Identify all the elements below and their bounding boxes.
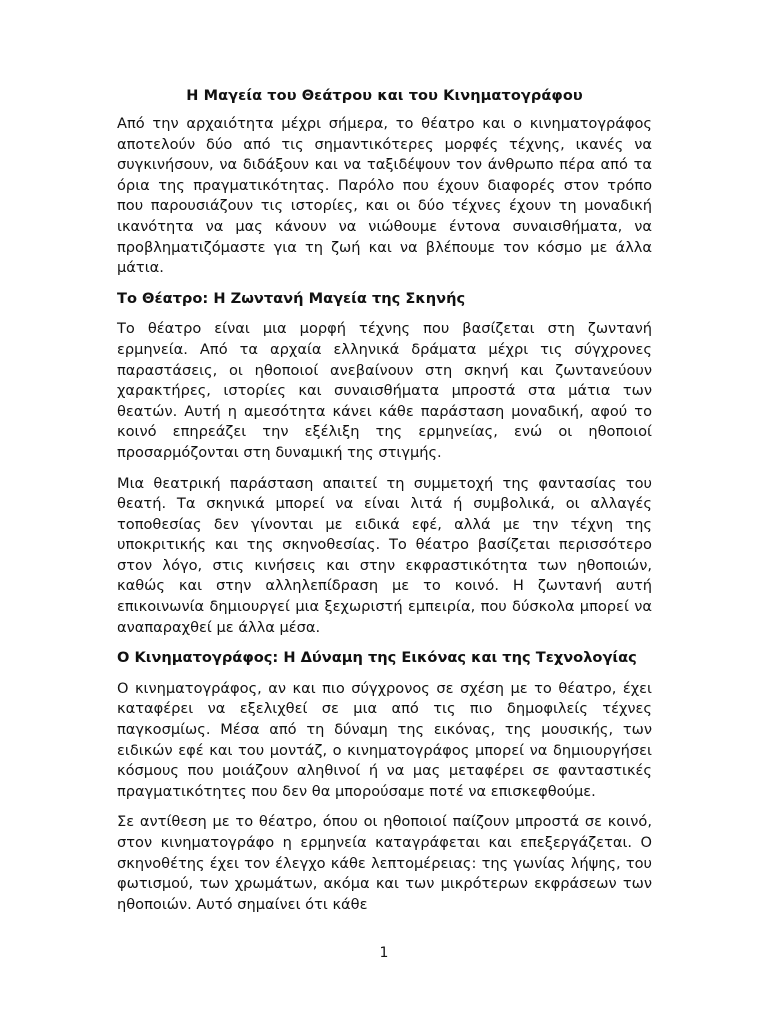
section-heading-theatre: Το Θέατρο: Η Ζωντανή Μαγεία της Σκηνής (117, 289, 466, 307)
theatre-paragraph-2: Μια θεατρική παράσταση απαιτεί τη συμμετοχή της φαντασίας του θεατή. Τα σκηνικά μπορεί να είναι λιτά ή συμβολικά, οι αλλαγές τοποθεσίας δεν γίνονται με ειδικά εφέ, αλλά με την τέχνη της υποκριτικής και της σκηνοθεσίας. Το θέατρο βασίζεται περισσότερο στον λόγο, στις κινήσεις και στην εκφραστικότητα των ηθοποιών, καθώς και στην αλληλεπίδραση με το κοινό. Η ζωντανή αυτή επικοινωνία δημιουργεί μια ξεχωριστή εμπειρία, που δύσκολα μπορεί να αναπαραχθεί με άλλα μέσα. (117, 474, 652, 636)
cinema-paragraph-1: Ο κινηματογράφος, αν και πιο σύγχρονος σε σχέση με το θέατρο, έχει καταφέρει να εξελιχθεί σε μια από τις πιο δημοφιλείς τέχνες παγκοσμίως. Μέσα από τη δύναμη της εικόνας, της μουσικής, των ειδικών εφέ και του μοντάζ, ο κινηματογράφος μπορεί να δημιουργήσει κόσμους που μοιάζουν αληθινοί ή να μας μεταφέρει σε φανταστικές πραγματικότητες που δεν θα μπορούσαμε ποτέ να επισκεφθούμε. (117, 679, 652, 800)
page-number: 1 (379, 945, 389, 961)
section-heading-cinema: Ο Κινηματογράφος: Η Δύναμη της Εικόνας και της Τεχνολογίας (117, 649, 637, 667)
document-title: Η Μαγεία του Θεάτρου και του Κινηματογράφου (186, 88, 583, 104)
intro-paragraph: Από την αρχαιότητα μέχρι σήμερα, το θέατρο και ο κινηματογράφος αποτελούν δύο από τις σημαντικότερες μορφές τέχνης, ικανές να συγκινήσουν, να διδάξουν και να ταξιδέψουν τον άνθρωπο πέρα από τα όρια της πραγματικότητας. Παρόλο που έχουν διαφορές στον τρόπο που παρουσιάζουν τις ιστορίες, και οι δύο τέχνες έχουν τη μοναδική ικανότητα να μας κάνουν να νιώθουμε έντονα συναισθήματα, να προβληματιζόμαστε για τη ζωή και να βλέπουμε τον κόσμο με άλλα μάτια. (117, 115, 652, 277)
theatre-paragraph-1: Το θέατρο είναι μια μορφή τέχνης που βασίζεται στη ζωντανή ερμηνεία. Από τα αρχαία ελληνικά δράματα μέχρι τις σύγχρονες παραστάσεις, οι ηθοποιοί ανεβαίνουν στη σκηνή και ζωντανεύουν χαρακτήρες, ιστορίες και συναισθήματα μπροστά στα μάτια των θεατών. Αυτή η αμεσότητα κάνει κάθε παράσταση μοναδική, αφού το κοινό επηρεάζει την εξέλιξη της ερμηνείας, ενώ οι ηθοποιοί προσαρμόζονται στη δυναμική της στιγμής. (117, 320, 652, 461)
cinema-paragraph-2: Σε αντίθεση με το θέατρο, όπου οι ηθοποιοί παίζουν μπροστά σε κοινό, στον κινηματογράφο η ερμηνεία καταγράφεται και επεξεργάζεται. Ο σκηνοθέτης έχει τον έλεγχο κάθε λεπτομέρειας: της γωνίας λήψης, του φωτισμού, των χρωμάτων, ακόμα και των μικρότερων εκφράσεων των ηθοποιών. Αυτό σημαίνει ότι κάθε (117, 813, 652, 913)
page-content (117, 86, 652, 925)
